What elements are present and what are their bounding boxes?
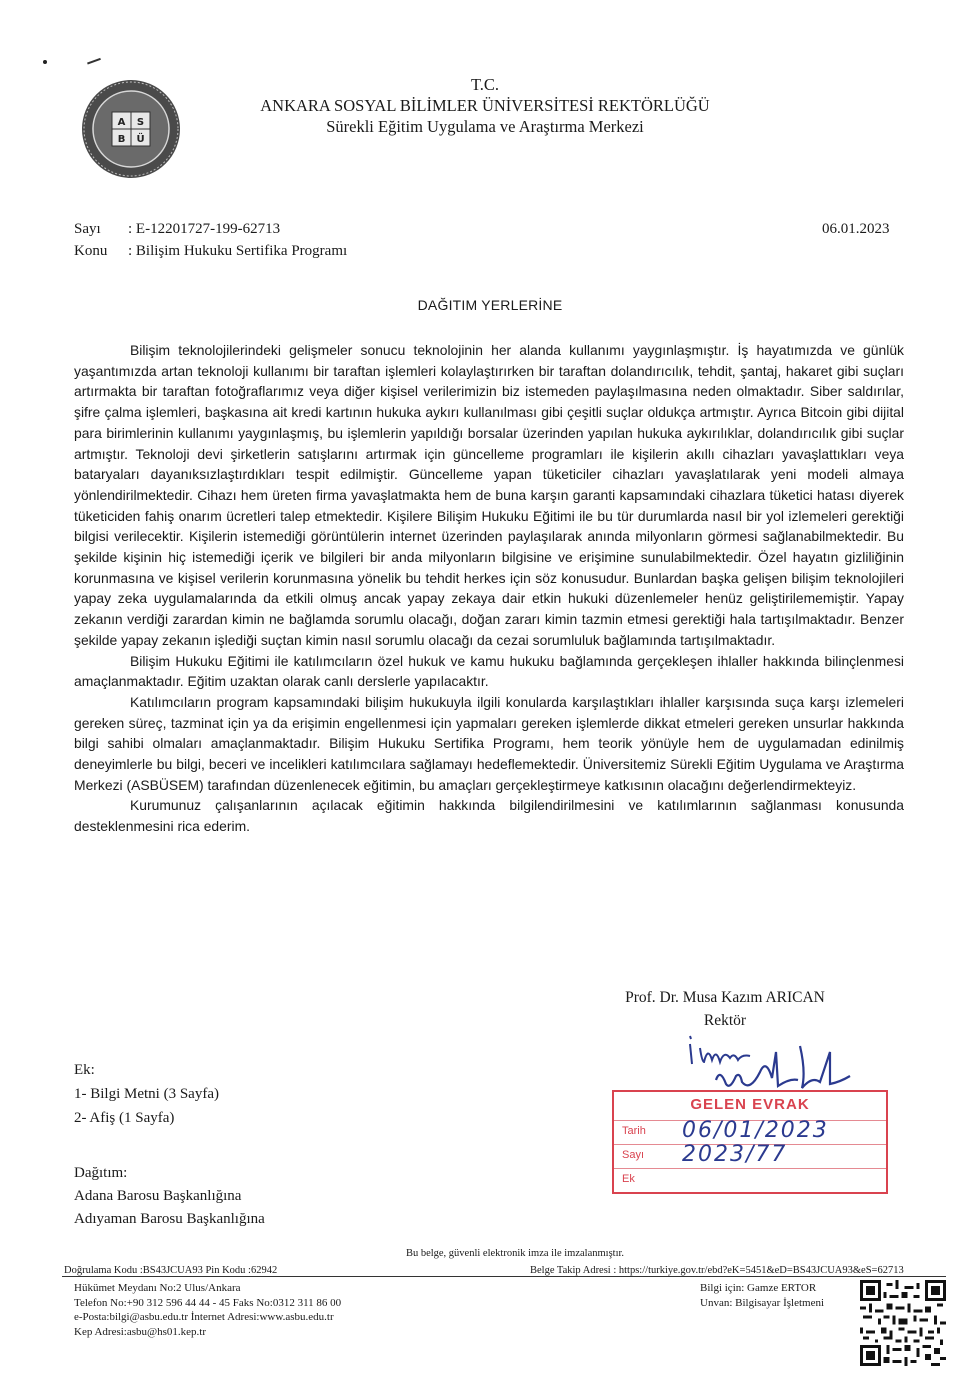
stamp-date-label: Tarih [622,1125,646,1137]
konu-label: Konu [74,243,108,259]
contact-person: Bilgi için: Gamze ERTOR [700,1282,817,1294]
stamp-date-value: 06/01/2023 [682,1118,829,1143]
qr-code-icon[interactable] [860,1280,946,1366]
svg-text:S: S [136,117,145,128]
stamp-extra-label: Ek [622,1173,635,1185]
recipient-title: DAĞITIM YERLERİNE [417,297,563,313]
sayi-label: Sayı [74,221,101,237]
address-line: Hükümet Meydanı No:2 Ulus/Ankara [74,1282,241,1294]
sayi-value: : E-12201727-199-62713 [128,221,281,237]
address-line[interactable]: e-Posta:bilgi@asbu.edu.tr İnternet Adresi:www.asbu.edu.tr [74,1311,334,1323]
signer-name: Prof. Dr. Musa Kazım ARICAN [625,989,825,1006]
paragraph: Kurumunuz çalışanlarının açılacak eğitimin hakkında bilgilendirilmesini ve katılımlarının sağlanması konusunda desteklenmesini rica ederim. [74,797,904,835]
contact-title: Unvan: Bilgisayar İşletmeni [700,1297,825,1309]
distribution-label: Dağıtım: [74,1165,128,1181]
address-line[interactable]: Kep Adresi:asbu@hs01.kep.tr [74,1325,207,1338]
paragraph: Bilişim Hukuku Eğitimi ile katılımcıların özel hukuk ve kamu hukuku bağlamında gerçekleşen ihlaller hakkında bilinçlenmesi amaçlanmaktadır. Eğitim uzaktan olarak canlı derslerle yapılacaktır. [74,652,904,690]
scan-mark [87,58,103,70]
distribution-item: Adıyaman Barosu Başkanlığına [74,1211,265,1227]
institution-address [74,1281,341,1339]
stamp-number-label: Sayı [622,1149,645,1161]
svg-text:Ü: Ü [136,134,145,145]
paragraph: Bilişim teknolojilerindeki gelişmeler sonucu teknolojinin her alanda kullanımı yaygınlaşmıştır. İş hayatımızda ve günlük yaşantımızda artan teknoloji kullanımı bir taraftan işlemleri kolaylaştırırken bir taraftan dolandırıcılık, tehdit, şantaj, hakaret gibi suçları artırmakta bir taraftan fotoğraflarımız veya diğer kişisel verilerimizin biz istemeden paylaşılmasına neden olmaktadır. Siber saldırılar, şifre çalma işlemleri, başkasına ait kredi kartının hukuka aykırı kullanılması gibi çeşitli suçlar oldukça artmıştır. Ayrıca Bitcoin gibi dijital para birimlerinin kullanımı yaygınlaşmış, bu işlemlerin yapıldığı borsalar üzerinden yapılan hukuka aykırılıklar, dolandırıcılık gibi suçlar artmıştır. Teknoloji devi şirketlerin satışlarını artırmak için güncelleme programları ile kişilerin akıllı cihazları yavaşlattıkları veya bataryaları dayanıksızlaştırdıkları tespit edilmiştir. Güncelleme yapan tüketiciler cihazları yavaşlatılarak yeni modeli almaya yönlendirilmektedir. Cihazı hem üreten firma yavaşlatmakta hem de buna karşın garanti kapsamındaki cihazlara tüketici hatası diyerek tüketiciden fahiş onarım ücretleri talep etmektedir. Kişilere Bilişim Hukuku Eğitimi ile bu tür durumlarda nasıl bir yol izlemeleri gerektiği bilgisi verilecektir. Kişilerin istemediği görüntülerin internet üzerinden paylaşılarak anında milyonların görmesi sağlanabilmektedir. Bu şekilde kişinin hiç istemediği içerik ve bilgileri bir anda milyonların bilgisine ve erişimine sunulabilmektedir. Özel hayatın gizliliğinin korunmasına ve kişisel verilerin korunmasına yönelik bu tehdit herkes için söz konusudur. Bunlardan başka gelişen bilişim teknolojileri yapay zeka uygulamalarında da etkili olmuş ancak yapay zekaya dair etkin hukuki düzenlemeler henüz geliştirilememiştir. Yapay zekanın verdiği zarardan kimin ne bağlamda sorumlu olacağı, doğan zararı kimin tazmin etmesi gerektiği hala tartışılmaktadır. Benzer şekilde yapay zekanın işlediği suçtan kimin nasıl sorumlu olacağı da cezai sorumluluk bağlamında tartışılmaktadır. [74,342,904,648]
stamp-extra-row [614,1168,886,1193]
footer-divider [62,1276,946,1277]
attachments-label: Ek: [74,1062,95,1078]
scan-mark [43,60,47,64]
contact-info [700,1281,824,1311]
paragraph: Katılımcıların program kapsamındaki bilişim hukukuyla ilgili konularda karşılaştıkları ihlaller karşısında suça karşı izlemeleri gereken süreç, tazminat için ya da erişimin engellenmesi için yapmaları gereken işlemlerde dikkat etmeleri gereken unsurlar hakkında bilgi sahibi olmaları amaçlanmaktadır. Bilişim Hukuku Sertifika Programı, hem teorik yönüyle hem de uygulamadan edinilmiş deneyimlerle bu bilgi, beceri ve incelikleri katılımcılara sağlamayı hedeflemektedir. Üniversitemiz Sürekli Eğitim Uygulama ve Araştırma Merkezi (ASBÜSEM) tarafından düzenlenecek eğitimin, bu amaçları gerçekleştirmeye katkısının olacağını değerlendirmekteyiz. [74,693,904,793]
header-university: ANKARA SOSYAL BİLİMLER ÜNİVERSİTESİ REKTÖRLÜĞÜ [260,96,710,115]
distribution-item: Adana Barosu Başkanlığına [74,1188,242,1204]
address-line: Telefon No:+90 312 596 44 44 - 45 Faks No:0312 311 86 00 [74,1296,342,1309]
incoming-document-stamp [612,1090,888,1194]
stamp-number-row [614,1144,886,1169]
attachment-item: 1- Bilgi Metni (3 Sayfa) [74,1086,219,1102]
stamp-title: GELEN EVRAK [690,1096,810,1113]
svg-text:B: B [117,134,126,145]
stamp-number-value: 2023/77 [682,1142,788,1167]
document-date: 06.01.2023 [822,221,890,237]
letter-body [74,340,904,837]
svg-text:A: A [117,117,126,128]
university-seal-icon [80,78,182,180]
esign-note: Bu belge, güvenli elektronik imza ile imzalanmıştır. [405,1248,625,1259]
header-tc: T.C. [470,75,500,94]
konu-value: : Bilişim Hukuku Sertifika Programı [128,243,348,259]
verification-code: Doğrulama Kodu :BS43JCUA93 Pin Kodu :62942 [64,1265,278,1276]
signer-role: Rektör [703,1012,747,1029]
tracking-address[interactable]: Belge Takip Adresi : https://turkiye.gov.tr/ebd?eK=5451&eD=BS43JCUA93&eS=62713 [530,1265,904,1276]
attachment-item: 2- Afiş (1 Sayfa) [74,1110,175,1126]
header-center: Sürekli Eğitim Uygulama ve Araştırma Merkezi [326,117,644,136]
